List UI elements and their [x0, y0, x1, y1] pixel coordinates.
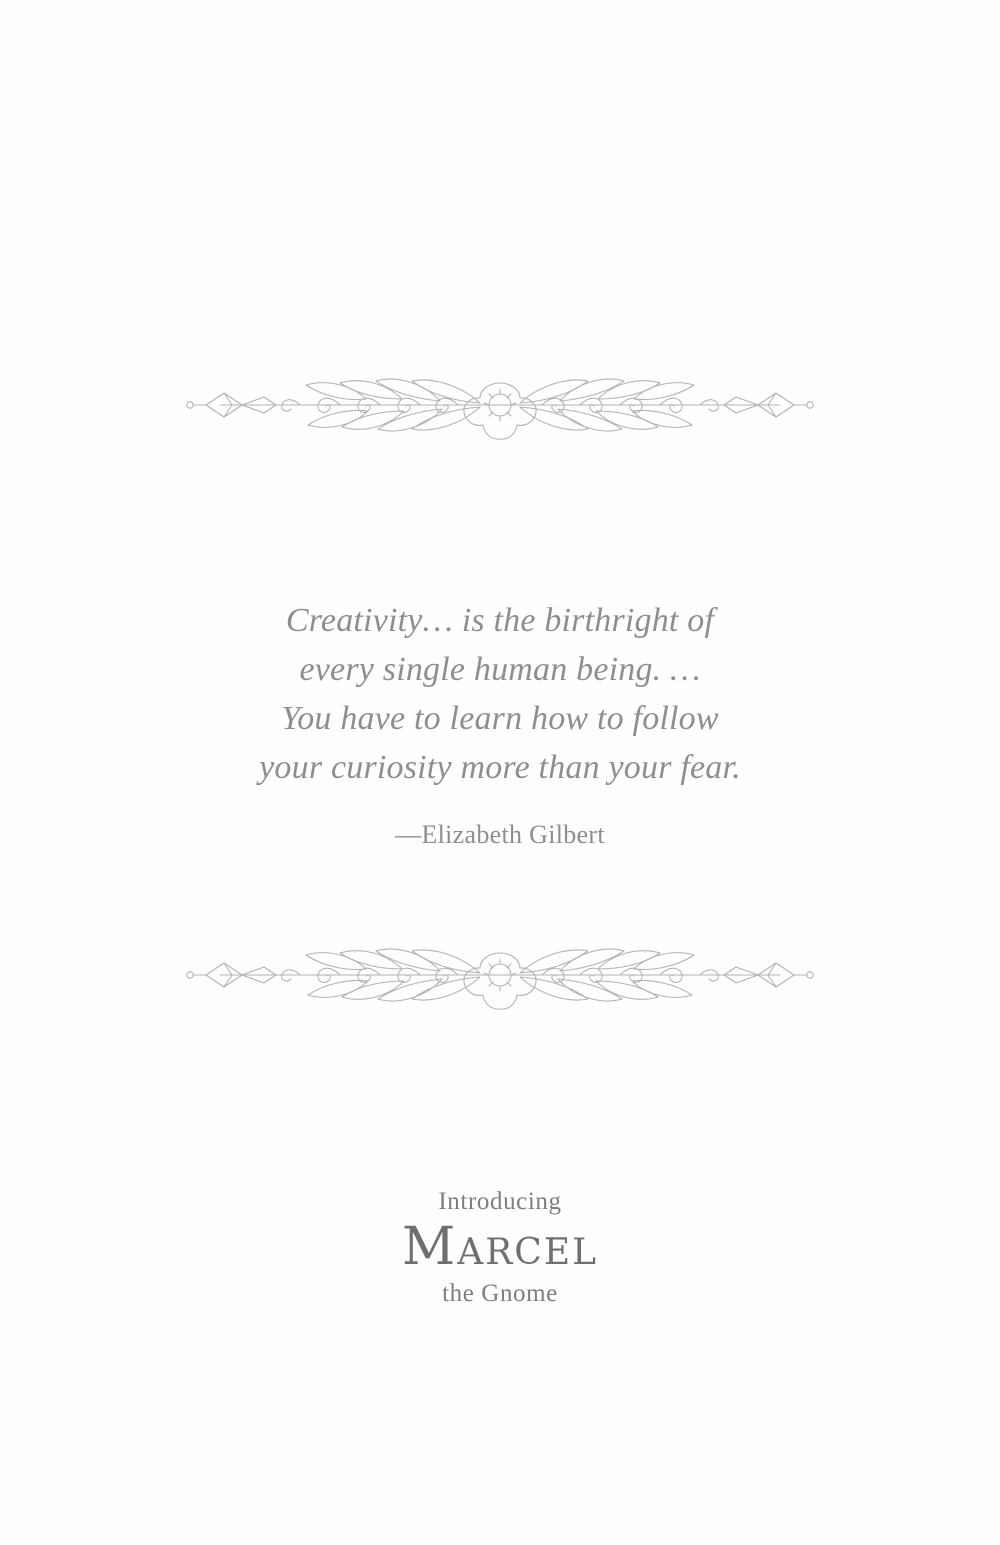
floral-rule-ornament-top [0, 345, 1000, 465]
chapter-title-block [0, 1188, 1000, 1308]
quote-attribution: —Elizabeth Gilbert [395, 820, 605, 849]
epigraph-quote-block [0, 596, 1000, 850]
quote-line: You have to learn how to follow [281, 700, 719, 737]
quote-line: your curiosity more than your fear. [259, 749, 741, 786]
quote-text [180, 596, 820, 792]
title-main-name: Marcel [401, 1217, 599, 1277]
title-subtitle-line: the Gnome [442, 1280, 558, 1307]
quote-line: Creativity… is the birthright of [285, 602, 715, 639]
title-intro-line: Introducing [438, 1188, 562, 1215]
quote-line: every single human being. … [299, 651, 701, 688]
floral-rule-ornament-bottom [0, 915, 1000, 1035]
